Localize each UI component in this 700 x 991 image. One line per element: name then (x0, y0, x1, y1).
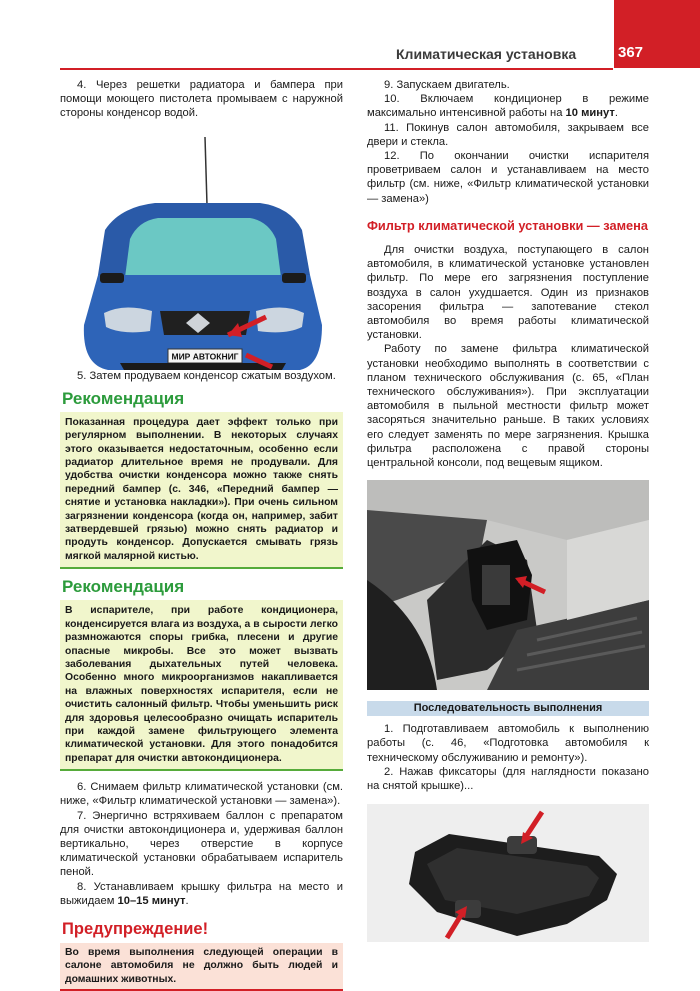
sequence-step-2: 2. Нажав фиксаторы (для наглядности показано на снятой крышке)... (367, 765, 649, 793)
step-8-text: 8. Устанавливаем крышку фильтра на место и выжидаем (60, 880, 343, 907)
warning-text: Во время выполнения следующей операции в салоне автомобиля не должно быть людей и домашних животных. (65, 946, 338, 985)
running-header-title: Климатическая установка (396, 46, 577, 62)
page-number-tab (614, 0, 700, 68)
step-6: 6. Снимаем фильтр климатической установки (см. ниже, «Фильтр климатической установки — замена»). (60, 781, 343, 808)
step-8-duration: 10–15 минут (117, 894, 186, 907)
car-front-illustration (60, 135, 343, 369)
step-11: 11. Покинув салон автомобиля, закрываем все двери и стекла. (367, 121, 649, 148)
step-4: 4. Через решетки радиатора и бампера при помощи моющего пистолета промываем с наружной стороны конденсор водой. (60, 79, 343, 120)
step-10-duration: 10 минут (565, 107, 615, 120)
recommendation-2-title: Рекомендация (62, 577, 185, 597)
license-plate-text: МИР АВТОКНИГ (171, 351, 239, 362)
step-10 (367, 92, 649, 120)
sequence-title-bar (367, 701, 649, 716)
step-8 (60, 880, 343, 908)
recommendation-1-box (60, 412, 343, 569)
car-front-photo (60, 135, 343, 369)
left-column (60, 78, 343, 991)
sequence-step-1: 1. Подготавливаем автомобиль к выполнению работы (с. 46, «Подготовка автомобиля к техническому обслуживанию и ремонту»). (367, 723, 649, 764)
step-10-end: . (614, 107, 618, 120)
cabin-interior-illustration (367, 480, 649, 690)
step-7: 7. Энергично встряхиваем баллон с препаратом для очистки автокондиционера и, удерживая баллон вертикально, через отверстие в корпусе климатической установки обрабатываем испаритель пеной. (60, 809, 343, 879)
filter-intro-1: Для очистки воздуха, поступающего в салон автомобиля, в климатической установке установлен фильтр. По мере его загрязнения поступление воздуха в салон ухудшается. Один из признаков засорения фильтра — запотевание стекол автомобиля во время работы климатической установки. (367, 244, 649, 342)
recommendation-2-text: В испарителе, при работе кондиционера, конденсируется влага из воздуха, а в сырости легко размножаются споры грибка, плесени и другие опасные микробы. Все это может вызвать заболевания дыхательных путей человека. Особенно много микроорганизмов накапливается на влажных поверхностях испарителя, если не очистить салонный фильтр. Чтобы уменьшить риск для здоровья целесообразно очищать испаритель при каждой замене фильтрующего элемента климатической установки. Для этого понадобится препарат для очистки автокондиционера. (65, 605, 338, 764)
warning-title: Предупреждение! (62, 919, 209, 938)
header-rule (60, 68, 613, 70)
step-12: 12. По окончании очистки испарителя проветриваем салон и устанавливаем на место фильтр (см. ниже, «Фильтр климатической установки — замена») (367, 150, 649, 205)
step-9: 9. Запускаем двигатель. (384, 79, 510, 91)
right-column (367, 78, 649, 942)
recommendation-1-text: Показанная процедура дает эффект только при регулярном выполнении. В некоторых случаях этого оказывается недостаточным, особенно если радиатор длительное время не продували. Для удобства очистки конденсора можно также снять передний бампер (с. 346, «Передний бампер — снятие и установка накладки»). При очень сильном загрязнении конденсора (когда он, например, забит затвердевшей грязью) можно снять радиатор и продуть конденсор. Допускается смывать грязь мягкой малярной кистью. (65, 416, 338, 562)
filter-cover-illustration (367, 804, 649, 942)
sequence-title: Последовательность выполнения (413, 702, 603, 715)
step-5: 5. Затем продуваем конденсор сжатым воздухом. (77, 369, 336, 382)
recommendation-2-box (60, 600, 343, 771)
filter-cover-photo (367, 804, 649, 942)
filter-location-photo (367, 480, 649, 690)
step-10-text: 10. Включаем кондиционер в режиме максимально интенсивной работы на (367, 93, 649, 120)
page-number: 367 (618, 44, 644, 61)
filter-intro-2: Работу по замене фильтра климатической установки необходимо выполнять в соответствии с планом технического обслуживания (с. 65, «План технического обслуживания»). При эксплуатации автомобиля в пыльной местности фильтр может засоряться значительно раньше. В таких условиях его следует заменять по мере загрязнения. Крышка фильтра расположена с правой стороны центральной консоли, под вещевым ящиком. (367, 343, 649, 470)
recommendation-1-title: Рекомендация (62, 388, 185, 408)
section-title-filter-replacement: Фильтр климатической установки — замена (367, 217, 649, 233)
warning-box (60, 943, 343, 991)
step-8-end: . (185, 894, 189, 907)
